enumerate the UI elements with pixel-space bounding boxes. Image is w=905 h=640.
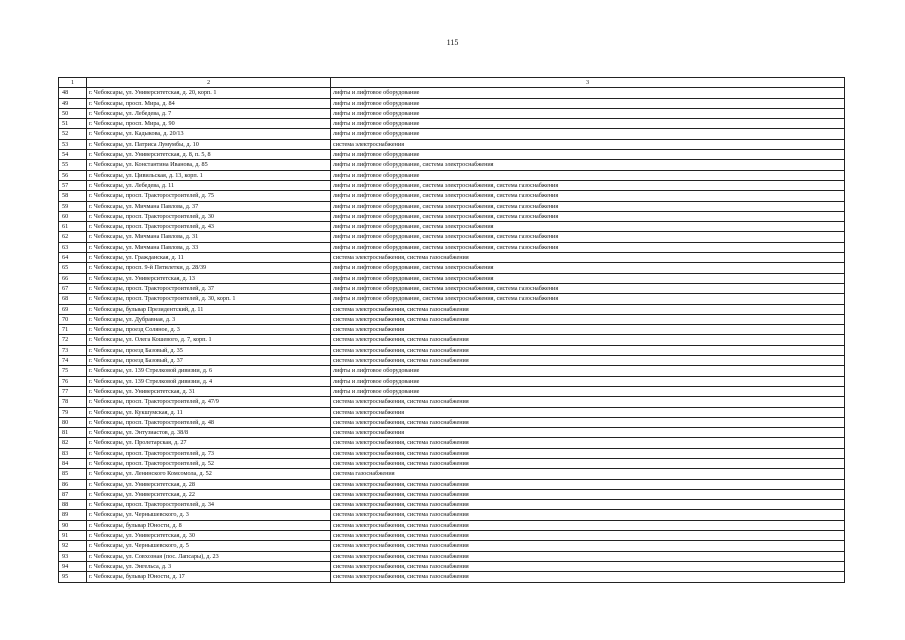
row-systems: лифты и лифтовое оборудование, система электроснабжения [331,160,845,170]
table-row [59,479,845,489]
row-address: г. Чебоксары, ул. Лебедева, д. 7 [87,108,331,118]
row-systems: система электроснабжения, система газоснабжения [331,417,845,427]
row-number: 85 [59,469,87,479]
row-number: 89 [59,510,87,520]
table-row [59,180,845,190]
row-number: 88 [59,500,87,510]
row-number: 60 [59,211,87,221]
table-row [59,469,845,479]
row-number: 68 [59,294,87,304]
row-systems: система газоснабжения [331,469,845,479]
row-systems: лифты и лифтовое оборудование, система электроснабжения [331,273,845,283]
row-number: 61 [59,222,87,232]
row-number: 79 [59,407,87,417]
table-row [59,263,845,273]
row-address: г. Чебоксары, ул. Константина Иванова, д. 85 [87,160,331,170]
row-systems: лифты и лифтовое оборудование, система электроснабжения, система газоснабжения [331,191,845,201]
row-systems: система электроснабжения, система газоснабжения [331,500,845,510]
row-number: 91 [59,531,87,541]
column-header-systems: 3 [331,78,845,88]
table-row [59,325,845,335]
row-systems: лифты и лифтовое оборудование, система электроснабжения, система газоснабжения [331,242,845,252]
row-address: г. Чебоксары, просп. 9-й Пятилетки, д. 28/39 [87,263,331,273]
row-address: г. Чебоксары, просп. Мира, д. 84 [87,98,331,108]
row-systems: система электроснабжения, система газоснабжения [331,304,845,314]
row-number: 66 [59,273,87,283]
row-address: г. Чебоксары, ул. Гражданская, д. 11 [87,253,331,263]
table-row [59,448,845,458]
table-row [59,500,845,510]
table-row [59,397,845,407]
row-address: г. Чебоксары, просп. Тракторостроителей, д. 47/9 [87,397,331,407]
row-address: г. Чебоксары, ул. Университетская, д. 30 [87,531,331,541]
row-address: г. Чебоксары, ул. Энгельса, д. 3 [87,561,331,571]
table-row [59,201,845,211]
row-number: 67 [59,283,87,293]
table-row [59,211,845,221]
row-address: г. Чебоксары, бульвар Юности, д. 17 [87,572,331,582]
table-row [59,294,845,304]
table-row [59,160,845,170]
page-number: 115 [446,38,459,47]
row-address: г. Чебоксары, ул. Совхозная (пос. Лапсары), д. 23 [87,551,331,561]
row-number: 78 [59,397,87,407]
row-address: г. Чебоксары, ул. Ленинского Комсомола, д. 52 [87,469,331,479]
row-systems: система электроснабжения, система газоснабжения [331,314,845,324]
table-header-row [59,78,845,88]
row-number: 90 [59,520,87,530]
row-systems: лифты и лифтовое оборудование, система электроснабжения, система газоснабжения [331,180,845,190]
table-row [59,98,845,108]
row-systems: лифты и лифтовое оборудование [331,98,845,108]
row-systems: система электроснабжения, система газоснабжения [331,438,845,448]
row-number: 84 [59,458,87,468]
row-systems: лифты и лифтовое оборудование [331,119,845,129]
row-address: г. Чебоксары, просп. Тракторостроителей, д. 30, корп. 1 [87,294,331,304]
row-systems: лифты и лифтовое оборудование, система электроснабжения [331,222,845,232]
row-address: г. Чебоксары, ул. Мичмана Павлова, д. 37 [87,201,331,211]
row-address: г. Чебоксары, ул. Университетская, д. 13 [87,273,331,283]
row-systems: система электроснабжения [331,407,845,417]
row-number: 63 [59,242,87,252]
row-systems: лифты и лифтовое оборудование, система электроснабжения [331,263,845,273]
row-number: 94 [59,561,87,571]
table-row [59,345,845,355]
row-number: 83 [59,448,87,458]
row-address: г. Чебоксары, просп. Тракторостроителей, д. 73 [87,448,331,458]
column-header-number: 1 [59,78,87,88]
table-row [59,139,845,149]
row-systems: лифты и лифтовое оборудование, система электроснабжения, система газоснабжения [331,232,845,242]
row-address: г. Чебоксары, ул. Кадыкова, д. 20/13 [87,129,331,139]
row-number: 87 [59,489,87,499]
row-systems: лифты и лифтовое оборудование [331,376,845,386]
row-number: 49 [59,98,87,108]
row-address: г. Чебоксары, просп. Тракторостроителей, д. 43 [87,222,331,232]
row-systems: система электроснабжения, система газоснабжения [331,551,845,561]
row-number: 81 [59,428,87,438]
buildings-table [58,77,845,583]
table-row [59,438,845,448]
row-number: 64 [59,253,87,263]
row-systems: система электроснабжения, система газоснабжения [331,356,845,366]
table-row [59,510,845,520]
row-systems: система электроснабжения, система газоснабжения [331,572,845,582]
row-address: г. Чебоксары, ул. Университетская, д. 8, п. 5, 8 [87,150,331,160]
table-row [59,376,845,386]
row-systems: система электроснабжения, система газоснабжения [331,345,845,355]
row-address: г. Чебоксары, ул. Пролетарская, д. 27 [87,438,331,448]
table-row [59,222,845,232]
row-address: г. Чебоксары, просп. Тракторостроителей, д. 37 [87,283,331,293]
row-systems: лифты и лифтовое оборудование, система электроснабжения, система газоснабжения [331,211,845,221]
row-address: г. Чебоксары, ул. Университетская, д. 31 [87,386,331,396]
table-row [59,561,845,571]
table-row [59,242,845,252]
table-row [59,170,845,180]
table-row [59,386,845,396]
row-address: г. Чебоксары, проезд Базовый, д. 37 [87,356,331,366]
row-number: 51 [59,119,87,129]
table-body [59,88,845,582]
row-systems: лифты и лифтовое оборудование, система электроснабжения, система газоснабжения [331,201,845,211]
column-header-address: 2 [87,78,331,88]
row-number: 73 [59,345,87,355]
row-number: 93 [59,551,87,561]
row-systems: система электроснабжения, система газоснабжения [331,448,845,458]
table-row [59,191,845,201]
row-address: г. Чебоксары, ул. Цивильская, д. 13, корп. 1 [87,170,331,180]
row-systems: система электроснабжения, система газоснабжения [331,561,845,571]
row-systems: лифты и лифтовое оборудование [331,108,845,118]
row-number: 70 [59,314,87,324]
table-row [59,150,845,160]
row-number: 52 [59,129,87,139]
row-number: 58 [59,191,87,201]
row-address: г. Чебоксары, ул. Университетская, д. 20, корп. 1 [87,88,331,98]
row-address: г. Чебоксары, просп. Тракторостроителей, д. 34 [87,500,331,510]
row-number: 86 [59,479,87,489]
row-systems: лифты и лифтовое оборудование [331,366,845,376]
table-row [59,119,845,129]
row-systems: система электроснабжения [331,325,845,335]
row-number: 48 [59,88,87,98]
row-number: 55 [59,160,87,170]
row-systems: система электроснабжения, система газоснабжения [331,253,845,263]
table-row [59,88,845,98]
row-address: г. Чебоксары, ул. Олега Кошевого, д. 7, корп. 1 [87,335,331,345]
row-address: г. Чебоксары, ул. Чернышевского, д. 5 [87,541,331,551]
row-number: 65 [59,263,87,273]
table-row [59,417,845,427]
row-number: 71 [59,325,87,335]
row-number: 76 [59,376,87,386]
row-systems: система электроснабжения, система газоснабжения [331,531,845,541]
row-number: 54 [59,150,87,160]
row-systems: система электроснабжения, система газоснабжения [331,541,845,551]
row-address: г. Чебоксары, ул. 139 Стрелковой дивизии, д. 4 [87,376,331,386]
row-address: г. Чебоксары, просп. Мира, д. 90 [87,119,331,129]
table-row [59,541,845,551]
table-row [59,366,845,376]
row-number: 95 [59,572,87,582]
row-number: 53 [59,139,87,149]
row-number: 59 [59,201,87,211]
row-systems: лифты и лифтовое оборудование [331,88,845,98]
row-systems: лифты и лифтовое оборудование, система электроснабжения, система газоснабжения [331,283,845,293]
table-row [59,314,845,324]
row-systems: лифты и лифтовое оборудование, система электроснабжения, система газоснабжения [331,294,845,304]
row-address: г. Чебоксары, ул. Мичмана Павлова, д. 33 [87,242,331,252]
table-row [59,531,845,541]
row-number: 57 [59,180,87,190]
row-number: 56 [59,170,87,180]
row-number: 82 [59,438,87,448]
row-address: г. Чебоксары, ул. Мичмана Павлова, д. 31 [87,232,331,242]
row-systems: лифты и лифтовое оборудование [331,129,845,139]
table-row [59,273,845,283]
row-systems: лифты и лифтовое оборудование [331,386,845,396]
table-row [59,520,845,530]
row-address: г. Чебоксары, ул. Патриса Лумумбы, д. 10 [87,139,331,149]
row-systems: система электроснабжения, система газоснабжения [331,458,845,468]
row-number: 77 [59,386,87,396]
row-systems: система электроснабжения, система газоснабжения [331,510,845,520]
table-row [59,253,845,263]
row-systems: система электроснабжения, система газоснабжения [331,479,845,489]
table-row [59,458,845,468]
table-row [59,551,845,561]
row-address: г. Чебоксары, просп. Тракторостроителей, д. 75 [87,191,331,201]
row-number: 75 [59,366,87,376]
row-systems: система электроснабжения, система газоснабжения [331,397,845,407]
row-systems: лифты и лифтовое оборудование [331,150,845,160]
row-systems: лифты и лифтовое оборудование [331,170,845,180]
table-row [59,283,845,293]
table-row [59,572,845,582]
row-address: г. Чебоксары, ул. Энтузиастов, д. 38/8 [87,428,331,438]
row-systems: система электроснабжения [331,139,845,149]
table-row [59,108,845,118]
row-address: г. Чебоксары, ул. Лебедева, д. 11 [87,180,331,190]
row-address: г. Чебоксары, ул. 139 Стрелковой дивизии, д. 6 [87,366,331,376]
row-number: 72 [59,335,87,345]
row-systems: система электроснабжения, система газоснабжения [331,335,845,345]
row-number: 92 [59,541,87,551]
row-address: г. Чебоксары, бульвар Юности, д. 8 [87,520,331,530]
row-number: 74 [59,356,87,366]
row-address: г. Чебоксары, ул. Чернышевского, д. 3 [87,510,331,520]
row-address: г. Чебоксары, ул. Дубравная, д. 3 [87,314,331,324]
row-number: 62 [59,232,87,242]
table-row [59,407,845,417]
table-row [59,232,845,242]
row-number: 69 [59,304,87,314]
row-address: г. Чебоксары, проезд Базовый, д. 35 [87,345,331,355]
row-address: г. Чебоксары, просп. Тракторостроителей, д. 48 [87,417,331,427]
table-row [59,428,845,438]
table-row [59,489,845,499]
row-number: 50 [59,108,87,118]
row-address: г. Чебоксары, просп. Тракторостроителей, д. 52 [87,458,331,468]
table-row [59,356,845,366]
row-address: г. Чебоксары, ул. Кукшумская, д. 11 [87,407,331,417]
row-number: 80 [59,417,87,427]
row-systems: система электроснабжения, система газоснабжения [331,520,845,530]
row-address: г. Чебоксары, ул. Университетская, д. 28 [87,479,331,489]
row-systems: система электроснабжения [331,428,845,438]
row-address: г. Чебоксары, ул. Университетская, д. 22 [87,489,331,499]
row-address: г. Чебоксары, просп. Тракторостроителей, д. 30 [87,211,331,221]
table-row [59,129,845,139]
row-address: г. Чебоксары, проезд Соляное, д. 3 [87,325,331,335]
row-address: г. Чебоксары, бульвар Президентский, д. 11 [87,304,331,314]
table-row [59,335,845,345]
table-row [59,304,845,314]
row-systems: система электроснабжения, система газоснабжения [331,489,845,499]
